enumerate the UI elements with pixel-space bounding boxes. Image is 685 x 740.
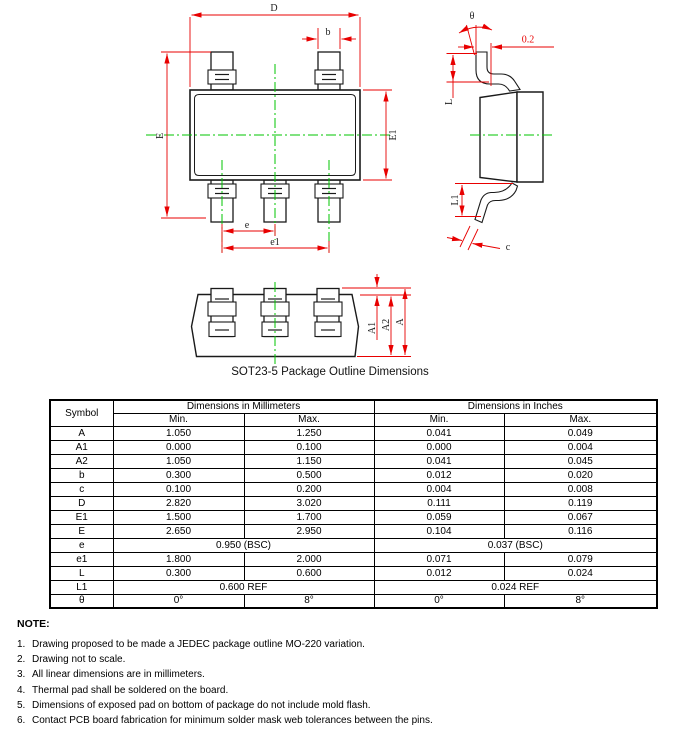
symbol-cell: e1	[50, 552, 113, 566]
table-row	[50, 482, 657, 496]
top-view	[146, 3, 399, 253]
mm-min-cell: 2.650	[113, 524, 244, 538]
mm-max-cell: 0.500	[244, 468, 374, 482]
note-item	[17, 652, 657, 667]
note-item	[17, 713, 657, 728]
table-row	[50, 566, 657, 580]
note-item-number: 5.	[17, 699, 26, 711]
inch-min-cell: 0.000	[374, 440, 504, 454]
note-item-text: Thermal pad shall be soldered on the board.	[32, 684, 229, 696]
symbol-cell: A	[50, 426, 113, 440]
table-row	[50, 468, 657, 482]
mm-min-cell: 0.300	[113, 566, 244, 580]
note-list	[17, 637, 657, 728]
mm-max-cell: 0.200	[244, 482, 374, 496]
note-item	[17, 698, 657, 713]
note-item-number: 1.	[17, 639, 26, 650]
mm-max-cell: 3.020	[244, 496, 374, 510]
bottom-lead	[475, 183, 518, 223]
symbol-cell: E1	[50, 510, 113, 524]
note-item-text: All linear dimensions are in millimeters.	[32, 669, 205, 681]
symbol-cell: A2	[50, 454, 113, 468]
inch-max-cell: 0.008	[504, 482, 657, 496]
label-A2: A2	[381, 318, 392, 332]
inch-min-cell: 0°	[374, 594, 504, 608]
note-item-number: 6.	[17, 715, 26, 727]
mm-max-cell: 2.000	[244, 552, 374, 566]
inch-min-cell: 0.071	[374, 552, 504, 566]
mm-max-cell: 8°	[244, 594, 374, 608]
mm-min-cell: 2.820	[113, 496, 244, 510]
inch-value-cell: 0.024 REF	[374, 580, 657, 594]
mm-min-cell: 1.050	[113, 454, 244, 468]
mm-max-cell: 1.700	[244, 510, 374, 524]
label-b: b	[325, 27, 331, 38]
table-row	[50, 594, 657, 608]
table-row	[50, 580, 657, 594]
side-view	[444, 11, 554, 253]
note-item-number: 3.	[17, 669, 26, 681]
mm-min-cell: 1.050	[113, 426, 244, 440]
col-header-mm-min: Min.	[113, 413, 244, 426]
mm-max-cell: 1.150	[244, 454, 374, 468]
inch-max-cell: 0.045	[504, 454, 657, 468]
inch-max-cell: 0.024	[504, 566, 657, 580]
note-item	[17, 683, 657, 698]
front-lead	[208, 289, 236, 337]
mm-min-cell: 1.800	[113, 552, 244, 566]
table-row	[50, 538, 657, 552]
dimensions-table	[49, 399, 658, 609]
mm-min-cell: 0°	[113, 594, 244, 608]
symbol-cell: c	[50, 482, 113, 496]
table-row	[50, 524, 657, 538]
label-L1: L1	[450, 194, 461, 206]
mm-max-cell: 2.950	[244, 524, 374, 538]
inch-min-cell: 0.041	[374, 426, 504, 440]
table-row	[50, 426, 657, 440]
mm-min-cell: 0.100	[113, 482, 244, 496]
symbol-cell: A1	[50, 440, 113, 454]
note-item-text: Drawing not to scale.	[32, 654, 126, 666]
body-side-face	[517, 92, 543, 182]
label-offset: 0.2	[521, 34, 535, 46]
mm-min-cell: 0.000	[113, 440, 244, 454]
mm-max-cell: 1.250	[244, 426, 374, 440]
note-item-text: Drawing proposed to be made a JEDEC package outline MO-220 variation.	[32, 639, 365, 650]
symbol-cell: L1	[50, 580, 113, 594]
inch-max-cell: 0.049	[504, 426, 657, 440]
inch-max-cell: 0.020	[504, 468, 657, 482]
symbol-cell: e	[50, 538, 113, 552]
inch-min-cell: 0.041	[374, 454, 504, 468]
label-e: e	[244, 220, 250, 231]
mm-min-cell: 1.500	[113, 510, 244, 524]
mm-max-cell: 0.600	[244, 566, 374, 580]
note-item-number: 4.	[17, 684, 26, 696]
label-A1: A1	[367, 321, 378, 335]
table-row	[50, 510, 657, 524]
inch-max-cell: 0.004	[504, 440, 657, 454]
body-front-face	[480, 92, 517, 182]
table-row	[50, 496, 657, 510]
top-pin	[315, 52, 343, 90]
symbol-cell: L	[50, 566, 113, 580]
table-row	[50, 454, 657, 468]
symbol-cell: D	[50, 496, 113, 510]
front-view	[192, 274, 412, 367]
inch-min-cell: 0.059	[374, 510, 504, 524]
dim-line-c	[473, 244, 501, 249]
top-pin	[208, 52, 236, 90]
note-title: NOTE:	[17, 618, 50, 630]
mm-max-cell: 0.100	[244, 440, 374, 454]
symbol-cell: b	[50, 468, 113, 482]
label-E1: E1	[388, 129, 399, 141]
col-header-in-min: Min.	[374, 413, 504, 426]
label-D: D	[270, 3, 278, 14]
inch-value-cell: 0.037 (BSC)	[374, 538, 657, 552]
inch-min-cell: 0.012	[374, 468, 504, 482]
label-L: L	[444, 98, 455, 106]
note-item	[17, 667, 657, 682]
top-lead	[476, 52, 520, 91]
note-item	[17, 637, 657, 652]
label-A: A	[395, 318, 406, 326]
inch-min-cell: 0.111	[374, 496, 504, 510]
col-header-symbol: Symbol	[50, 400, 113, 426]
inch-min-cell: 0.012	[374, 566, 504, 580]
inch-max-cell: 0.116	[504, 524, 657, 538]
label-e1: e1	[270, 237, 280, 248]
dim-arc-theta	[459, 27, 492, 33]
label-E: E	[155, 132, 166, 140]
dimensions-table-header	[50, 400, 657, 426]
table-row	[50, 552, 657, 566]
label-theta: θ	[469, 11, 475, 22]
col-header-in-max: Max.	[504, 413, 657, 426]
note-item-text: Dimensions of exposed pad on bottom of package do not include mold flash.	[32, 699, 371, 711]
symbol-cell: E	[50, 524, 113, 538]
col-header-inches: Dimensions in Inches	[374, 400, 657, 413]
inch-min-cell: 0.004	[374, 482, 504, 496]
mm-value-cell: 0.950 (BSC)	[113, 538, 374, 552]
dimensions-table-body	[50, 426, 657, 608]
inch-max-cell: 8°	[504, 594, 657, 608]
inch-min-cell: 0.104	[374, 524, 504, 538]
note-item-text: Contact PCB board fabrication for minimum solder mask web tolerances between the pins.	[32, 715, 433, 727]
inch-max-cell: 0.067	[504, 510, 657, 524]
drawing-caption: SOT23-5 Package Outline Dimensions	[231, 366, 429, 378]
mm-min-cell: 0.300	[113, 468, 244, 482]
inch-max-cell: 0.119	[504, 496, 657, 510]
col-header-mm-max: Max.	[244, 413, 374, 426]
note-item-number: 2.	[17, 654, 26, 666]
mm-value-cell: 0.600 REF	[113, 580, 374, 594]
inch-max-cell: 0.079	[504, 552, 657, 566]
symbol-cell: θ	[50, 594, 113, 608]
front-lead	[314, 289, 342, 337]
col-header-millimeters: Dimensions in Millimeters	[113, 400, 374, 413]
label-c: c	[505, 242, 511, 253]
table-row	[50, 440, 657, 454]
